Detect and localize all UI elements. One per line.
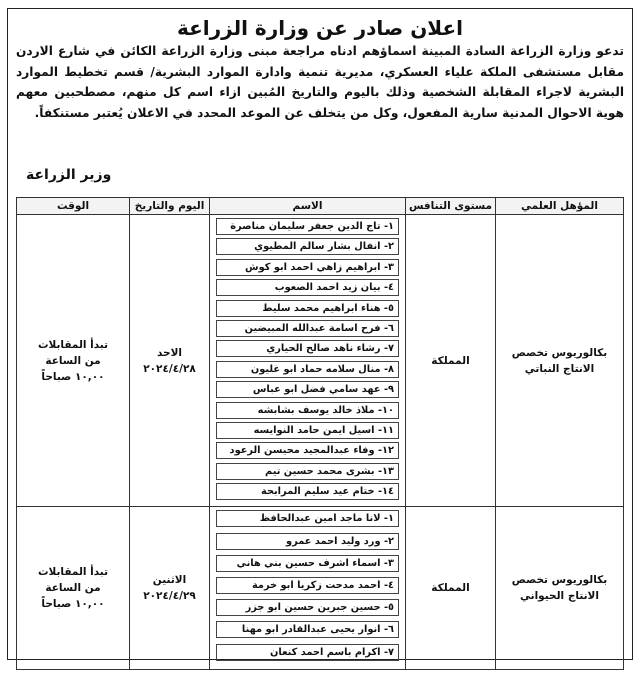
list-item: ٩- عهد سامي فضل ابو عباس bbox=[216, 381, 399, 398]
list-item: ٣- اسماء اشرف حسين بني هاني bbox=[216, 555, 399, 572]
list-item: ٥- حسين جبرين حسين ابو جزر bbox=[216, 599, 399, 616]
names-cell bbox=[210, 507, 406, 669]
list-item: ١١- اسيل ايمن حامد النوايسه bbox=[216, 422, 399, 439]
date-cell bbox=[130, 507, 210, 669]
time-line: من الساعة bbox=[45, 582, 101, 595]
header-competition: مستوى التنافس bbox=[406, 198, 496, 215]
interview-table bbox=[16, 197, 624, 670]
time-line: تبدأ المقابلات bbox=[37, 338, 109, 351]
header-name: الاسم bbox=[210, 198, 406, 215]
table-row-group-2 bbox=[17, 507, 624, 669]
time-line: من الساعة bbox=[45, 354, 101, 367]
list-item: ٤- احمد مدحت زكريا ابو خرمة bbox=[216, 577, 399, 594]
time-cell bbox=[17, 215, 130, 507]
qualification-cell: بكالوريوس تخصص الانتاج الحيواني bbox=[496, 507, 624, 669]
interview-table-wrapper bbox=[16, 197, 624, 658]
competition-cell: المملكة bbox=[406, 507, 496, 669]
list-item: ١٠- ملاذ خالد يوسف بشابشه bbox=[216, 402, 399, 419]
announcement bbox=[7, 8, 633, 660]
time-line: ١٠,٠٠ صباحاً bbox=[41, 598, 105, 611]
table-row-group-1 bbox=[17, 215, 624, 507]
time-line: ١٠,٠٠ صباحاً bbox=[41, 370, 105, 383]
date-cell bbox=[130, 215, 210, 507]
list-item: ٧- رشاء ناهد صالح الحياري bbox=[216, 340, 399, 357]
time-line: تبدأ المقابلات bbox=[37, 566, 109, 579]
list-item: ١٢- وفاء عبدالمجيد محيسن الرعود bbox=[216, 442, 399, 459]
list-item: ٨- منال سلامه حماد ابو غليون bbox=[216, 361, 399, 378]
announcement-title: اعلان صادر عن وزارة الزراعة bbox=[177, 16, 463, 40]
date-label: ٢٠٢٤/٤/٢٨ bbox=[143, 362, 196, 375]
date-label: ٢٠٢٤/٤/٢٩ bbox=[143, 590, 196, 603]
list-item: ٦- فرح اسامة عبدالله المبيضين bbox=[216, 320, 399, 337]
qualification-cell: بكالوريوس تخصص الانتاج النباتي bbox=[496, 215, 624, 507]
list-item: ٣- ابراهيم زاهي احمد ابو كوش bbox=[216, 259, 399, 276]
competition-cell: المملكة bbox=[406, 215, 496, 507]
list-item: ٧- اكرام باسم احمد كنعان bbox=[216, 644, 399, 661]
day-label: الاحد bbox=[156, 346, 183, 359]
header-time: الوقت bbox=[17, 198, 130, 215]
header-qualification: المؤهل العلمي bbox=[496, 198, 624, 215]
list-item: ٢- انفال بشار سالم المطيوي bbox=[216, 238, 399, 255]
list-item: ٦- انوار يحيى عبدالقادر ابو مهنا bbox=[216, 621, 399, 638]
table-header-row bbox=[17, 198, 624, 215]
list-item: ١٤- ختام عيد سليم المرابحة bbox=[216, 483, 399, 500]
list-item: ١- تاج الدين جعفر سليمان مناصرة bbox=[216, 218, 399, 235]
header-date: اليوم والتاريخ bbox=[130, 198, 210, 215]
signature: وزير الزراعة bbox=[26, 167, 112, 183]
time-cell bbox=[17, 507, 130, 669]
list-item: ٤- بيان زيد احمد الصعوب bbox=[216, 279, 399, 296]
list-item: ١٣- بشرى محمد حسين تيم bbox=[216, 463, 399, 480]
list-item: ١- لانا ماجد امين عبدالحافظ bbox=[216, 510, 399, 527]
day-label: الاثنين bbox=[152, 574, 187, 587]
list-item: ٥- هناء ابراهيم محمد سليط bbox=[216, 300, 399, 317]
list-item: ٢- ورد وليد احمد عمرو bbox=[216, 533, 399, 550]
names-cell bbox=[210, 215, 406, 507]
announcement-body: تدعو وزارة الزراعة السادة المبينة اسماؤهم ادناه مراجعة مبنى وزارة الزراعة الكائن في شارع الاردن مقابل مستشفى الملكة علياء العسكري، مديرية تنمية وادارة الموارد البشرية/ قسم تخطيط الموارد البشرية لاجراء المقابلة الشخصية وذلك باليوم والتاريخ المُبين ازاء اسم كل منهم، مصطحبين معهم هوية الاحوال المدنية سارية المفعول، وكل من يتخلف عن الموعد المحدد في الاعلان يُعتبر مستنكفاً. bbox=[16, 44, 624, 120]
